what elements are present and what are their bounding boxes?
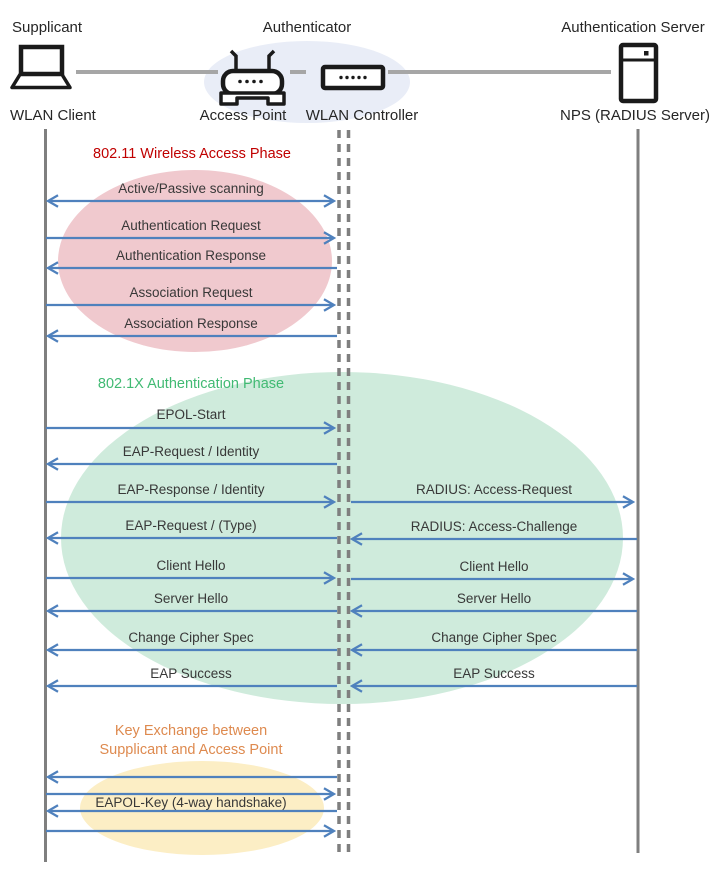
msg-eap-request-type: EAP-Request / (Type) — [125, 518, 257, 533]
msg-eap-response-identity: EAP-Response / Identity — [117, 482, 265, 497]
device-access-point: Access Point — [199, 107, 287, 124]
msg-eap-request-identity: EAP-Request / Identity — [122, 444, 260, 459]
phase3-title-line1: Key Exchange between — [114, 723, 268, 739]
msg-authentication-response: Authentication Response — [115, 248, 267, 263]
msg-eap-success-left: EAP Success — [150, 666, 232, 681]
laptop-icon — [12, 47, 70, 88]
phase3-title-line2: Supplicant and Access Point — [99, 742, 283, 758]
msg-association-request: Association Request — [129, 285, 253, 300]
msg-server-hello-left: Server Hello — [153, 591, 229, 606]
role-authentication-server: Authentication Server — [561, 19, 705, 36]
msg-epol-start: EPOL-Start — [156, 407, 226, 422]
msg-change-cipher-spec-right: Change Cipher Spec — [431, 630, 557, 645]
device-wlan-client: WLAN Client — [10, 107, 96, 124]
msg-client-hello-left: Client Hello — [156, 558, 226, 573]
phase3-title — [100, 722, 283, 760]
msg-client-hello-right: Client Hello — [459, 559, 529, 574]
msg-eapol-key-handshake: EAPOL-Key (4-way handshake) — [95, 795, 287, 810]
wlan-controller-icon — [323, 67, 383, 88]
msg-change-cipher-spec-left: Change Cipher Spec — [128, 630, 254, 645]
msg-eap-success-right: EAP Success — [453, 666, 535, 681]
role-supplicant: Supplicant — [12, 19, 83, 36]
server-icon — [621, 45, 656, 101]
device-wlan-controller: WLAN Controller — [305, 107, 419, 124]
msg-association-response: Association Response — [124, 316, 258, 331]
device-nps-radius-server: NPS (RADIUS Server) — [559, 107, 711, 124]
phase1-title: 802.11 Wireless Access Phase — [93, 146, 291, 162]
msg-radius-access-request: RADIUS: Access-Request — [415, 482, 573, 497]
phase2-title: 802.1X Authentication Phase — [97, 376, 285, 392]
msg-authentication-request: Authentication Request — [121, 218, 261, 233]
msg-active-passive-scanning: Active/Passive scanning — [118, 181, 264, 196]
role-authenticator: Authenticator — [262, 19, 352, 36]
msg-radius-access-challenge: RADIUS: Access-Challenge — [410, 519, 578, 534]
msg-server-hello-right: Server Hello — [456, 591, 532, 606]
